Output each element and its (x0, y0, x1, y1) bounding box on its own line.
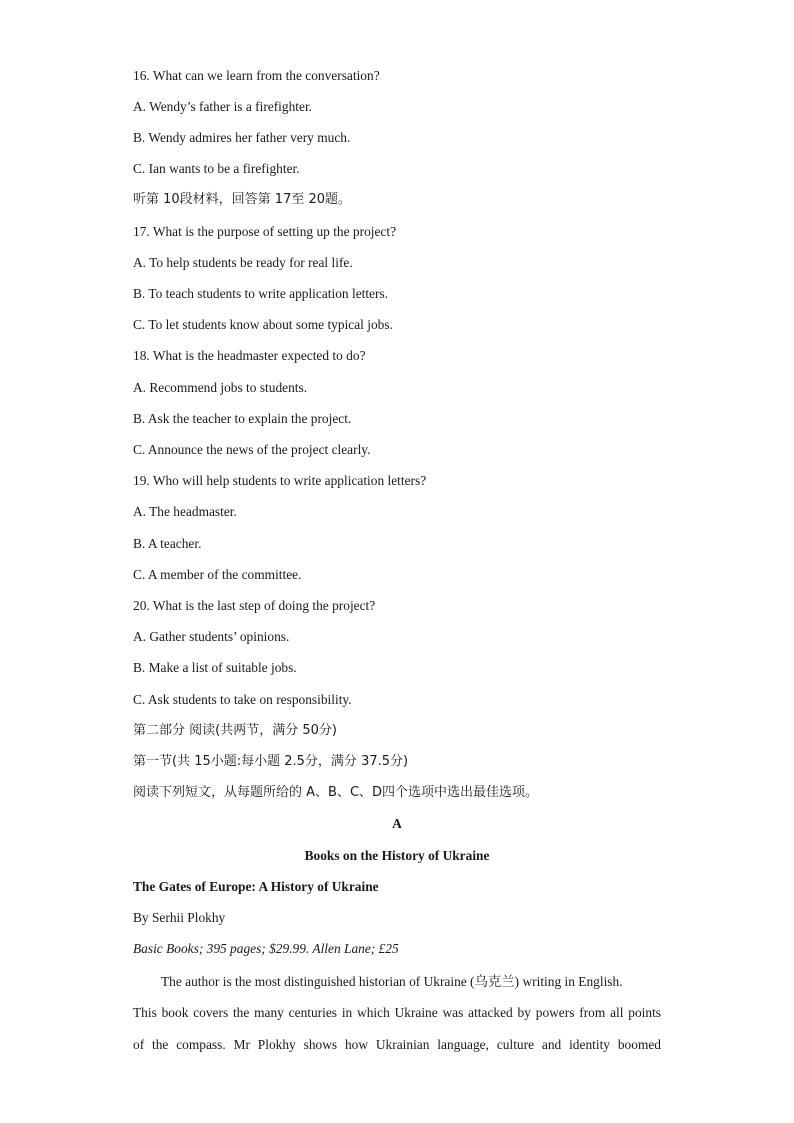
option-19b: B. A teacher. (133, 536, 202, 551)
option-16a: A. Wendy’s father is a firefighter. (133, 99, 313, 114)
question-19: 19. Who will help students to write application letters? (133, 473, 427, 488)
listening-instruction: 听第 10段材料，回答第 17至 20题。 (133, 192, 352, 207)
section-one-heading: 第一节(共 15小题:每小题 2.5分，满分 37.5分) (133, 754, 409, 769)
option-19a: A. The headmaster. (133, 504, 237, 519)
paragraph-line-1: The author is the most distinguished historian of Ukraine (乌克兰) writing in English. (161, 974, 623, 989)
book-description-paragraph (133, 966, 661, 1060)
section-title: Books on the History of Ukraine (304, 848, 490, 863)
option-20a: A. Gather students’ opinions. (133, 629, 290, 644)
book-author: By Serhii Plokhy (133, 910, 226, 925)
paragraph-line-3: of the compass. Mr Plokhy shows how Ukrainian language, culture and identity boomed (133, 1036, 661, 1052)
option-17b: B. To teach students to write application letters. (133, 286, 389, 301)
book-publisher: Basic Books; 395 pages; $29.99. Allen Lane; £25 (133, 941, 399, 956)
part-two-heading: 第二部分 阅读(共两节，满分 50分) (133, 723, 337, 738)
question-20: 20. What is the last step of doing the project? (133, 598, 376, 613)
question-17: 17. What is the purpose of setting up the project? (133, 224, 397, 239)
option-20b: B. Make a list of suitable jobs. (133, 660, 297, 675)
option-16c: C. Ian wants to be a firefighter. (133, 161, 300, 176)
option-17a: A. To help students be ready for real life. (133, 255, 353, 270)
option-18b: B. Ask the teacher to explain the project. (133, 411, 352, 426)
reading-instruction: 阅读下列短文，从每题所给的 A、B、C、D四个选项中选出最佳选项。 (133, 785, 539, 800)
question-16: 16. What can we learn from the conversation? (133, 68, 380, 83)
section-letter: A (392, 816, 402, 831)
option-19c: C. A member of the committee. (133, 567, 302, 582)
option-20c: C. Ask students to take on responsibility. (133, 692, 352, 707)
book-title: The Gates of Europe: A History of Ukraine (133, 879, 379, 894)
option-17c: C. To let students know about some typical jobs. (133, 317, 393, 332)
paragraph-line-2: This book covers the many centuries in which Ukraine was attacked by powers from all points (133, 1005, 661, 1021)
option-18a: A. Recommend jobs to students. (133, 380, 308, 395)
option-16b: B. Wendy admires her father very much. (133, 130, 351, 145)
question-18: 18. What is the headmaster expected to do? (133, 348, 366, 363)
option-18c: C. Announce the news of the project clearly. (133, 442, 371, 457)
